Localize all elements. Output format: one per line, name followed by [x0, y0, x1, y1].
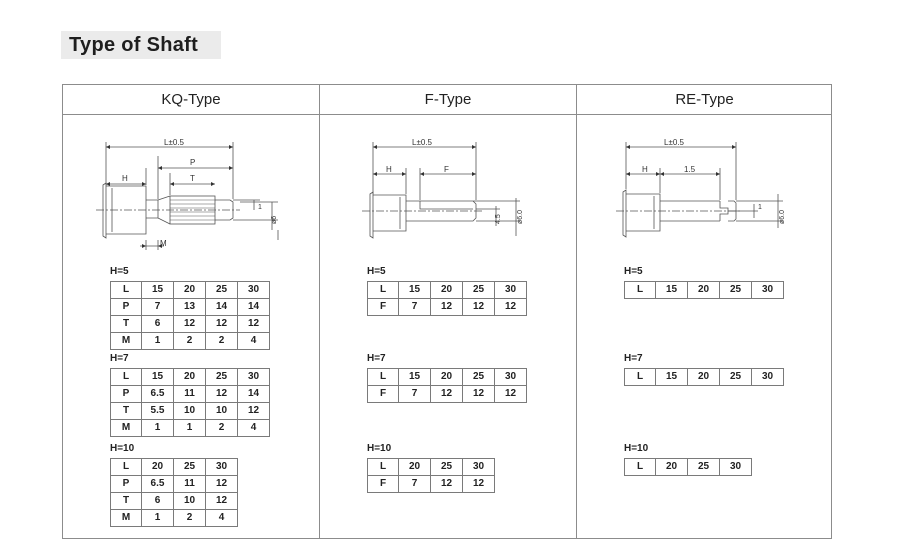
header-re-type: RE-Type [675, 91, 734, 108]
dimension-label: ø6.0 [779, 209, 786, 224]
row-header-cell: L [368, 369, 399, 386]
table-cell: 25 [206, 282, 238, 299]
row-header-cell: L [625, 282, 656, 299]
table-cell: 20 [174, 369, 206, 386]
table-cell: 30 [238, 369, 270, 386]
re-h10-label: H=10 [624, 443, 649, 454]
table-cell: 10 [206, 403, 238, 420]
table-cell: 5.5 [142, 403, 174, 420]
row-header-cell: T [111, 403, 142, 420]
f-h7-table [367, 368, 527, 403]
table-row [368, 386, 527, 403]
kq-h10-table [110, 458, 238, 527]
table-row [111, 282, 270, 299]
table-row [625, 369, 784, 386]
table-cell: 15 [142, 369, 174, 386]
table-cell: 30 [720, 459, 752, 476]
table-cell: 13 [174, 299, 206, 316]
re-h7-label: H=7 [624, 353, 643, 364]
table-cell: 6 [142, 316, 174, 333]
dimension-label: H [122, 174, 128, 183]
f-h5-table [367, 281, 527, 316]
table-row [111, 299, 270, 316]
table-cell: 12 [238, 316, 270, 333]
table-row [111, 510, 238, 527]
dimension-label: ø6 [271, 215, 278, 224]
table-cell: 1 [142, 510, 174, 527]
table-cell: 1 [142, 420, 174, 437]
kq-h5-label: H=5 [110, 266, 129, 277]
table-cell: 30 [752, 282, 784, 299]
table-cell: 25 [431, 459, 463, 476]
table-row [111, 386, 270, 403]
table-cell: 25 [463, 369, 495, 386]
table-cell: 1 [174, 420, 206, 437]
table-cell: 20 [399, 459, 431, 476]
re-type-shaft-drawing [608, 128, 808, 260]
row-header-cell: L [625, 459, 656, 476]
table-cell: 12 [495, 386, 527, 403]
dimension-label: H [386, 165, 392, 174]
header-divider [63, 114, 831, 115]
column-divider [576, 85, 577, 538]
dimension-label: M [160, 239, 167, 248]
table-cell: 12 [431, 476, 463, 493]
section-title-box [61, 31, 221, 59]
dimension-label: F [444, 165, 449, 174]
kq-h10-label: H=10 [110, 443, 135, 454]
table-row [111, 420, 270, 437]
row-header-cell: M [111, 420, 142, 437]
table-cell: 6.5 [142, 386, 174, 403]
row-header-cell: F [368, 299, 399, 316]
re-h10-table [624, 458, 752, 476]
re-h5-table [624, 281, 784, 299]
table-cell: 12 [431, 386, 463, 403]
dimension-label: 1.5 [684, 165, 696, 174]
table-cell: 25 [688, 459, 720, 476]
table-cell: 12 [174, 316, 206, 333]
table-cell: 14 [206, 299, 238, 316]
header-f-type: F-Type [424, 91, 472, 108]
table-row [625, 282, 784, 299]
table-cell: 2 [174, 510, 206, 527]
kq-type-shaft-drawing [90, 128, 310, 260]
kq-h7-table [110, 368, 270, 437]
table-cell: 2 [206, 333, 238, 350]
row-header-cell: L [111, 282, 142, 299]
dimension-label: T [190, 174, 195, 183]
re-h5-label: H=5 [624, 266, 643, 277]
row-header-cell: M [111, 333, 142, 350]
dimension-label: L±0.5 [164, 138, 184, 147]
table-row [111, 476, 238, 493]
table-cell: 20 [431, 282, 463, 299]
table-cell: 12 [206, 476, 238, 493]
row-header-cell: P [111, 476, 142, 493]
dimension-label: L±0.5 [664, 138, 684, 147]
f-h10-label: H=10 [367, 443, 392, 454]
table-row [368, 459, 495, 476]
table-row [111, 459, 238, 476]
table-cell: 11 [174, 386, 206, 403]
table-cell: 12 [463, 299, 495, 316]
table-cell: 20 [688, 282, 720, 299]
row-header-cell: F [368, 476, 399, 493]
table-cell: 15 [142, 282, 174, 299]
row-header-cell: L [368, 282, 399, 299]
table-row [111, 316, 270, 333]
table-cell: 2 [174, 333, 206, 350]
f-h7-label: H=7 [367, 353, 386, 364]
table-cell: 7 [399, 299, 431, 316]
table-cell: 20 [431, 369, 463, 386]
table-cell: 15 [399, 282, 431, 299]
table-cell: 12 [431, 299, 463, 316]
table-row [111, 403, 270, 420]
table-cell: 25 [174, 459, 206, 476]
table-cell: 6 [142, 493, 174, 510]
table-cell: 1 [142, 333, 174, 350]
table-cell: 11 [174, 476, 206, 493]
table-row [368, 299, 527, 316]
row-header-cell: M [111, 510, 142, 527]
table-cell: 20 [142, 459, 174, 476]
table-cell: 30 [752, 369, 784, 386]
dimension-label: L±0.5 [412, 138, 432, 147]
table-cell: 25 [720, 282, 752, 299]
row-header-cell: P [111, 299, 142, 316]
table-cell: 20 [688, 369, 720, 386]
row-header-cell: T [111, 493, 142, 510]
table-cell: 6.5 [142, 476, 174, 493]
dimension-label: 1 [758, 204, 762, 211]
table-cell: 25 [720, 369, 752, 386]
table-cell: 30 [206, 459, 238, 476]
table-cell: 10 [174, 493, 206, 510]
row-header-cell: F [368, 386, 399, 403]
table-cell: 10 [174, 403, 206, 420]
table-row [625, 459, 752, 476]
row-header-cell: P [111, 386, 142, 403]
row-header-cell: L [368, 459, 399, 476]
table-row [368, 369, 527, 386]
kq-h5-table [110, 281, 270, 350]
table-cell: 2 [206, 420, 238, 437]
kq-h7-label: H=7 [110, 353, 129, 364]
table-cell: 15 [399, 369, 431, 386]
re-h7-table [624, 368, 784, 386]
table-cell: 7 [399, 386, 431, 403]
table-cell: 12 [206, 316, 238, 333]
dimension-label: 1 [258, 204, 262, 211]
row-header-cell: L [111, 369, 142, 386]
section-title: Type of Shaft [69, 34, 199, 56]
row-header-cell: L [111, 459, 142, 476]
dimension-label: H [642, 165, 648, 174]
f-h5-label: H=5 [367, 266, 386, 277]
table-cell: 7 [399, 476, 431, 493]
table-cell: 7 [142, 299, 174, 316]
table-row [368, 282, 527, 299]
table-cell: 4 [238, 333, 270, 350]
table-cell: 12 [206, 493, 238, 510]
table-cell: 30 [238, 282, 270, 299]
table-row [111, 369, 270, 386]
table-cell: 30 [463, 459, 495, 476]
table-cell: 4 [238, 420, 270, 437]
table-row [111, 333, 270, 350]
column-divider [319, 85, 320, 538]
table-cell: 15 [656, 282, 688, 299]
dimension-label: P [190, 158, 196, 167]
dimension-label: ø6.0 [517, 209, 524, 224]
f-type-shaft-drawing [350, 128, 550, 260]
table-cell: 15 [656, 369, 688, 386]
f-h10-table [367, 458, 495, 493]
table-cell: 12 [206, 386, 238, 403]
header-kq-type: KQ-Type [161, 91, 221, 108]
table-cell: 12 [495, 299, 527, 316]
row-header-cell: T [111, 316, 142, 333]
dimension-label: 4.5 [495, 214, 502, 224]
table-cell: 12 [238, 403, 270, 420]
table-cell: 30 [495, 369, 527, 386]
table-cell: 20 [174, 282, 206, 299]
table-cell: 12 [463, 386, 495, 403]
table-cell: 14 [238, 386, 270, 403]
table-cell: 30 [495, 282, 527, 299]
row-header-cell: L [625, 369, 656, 386]
table-cell: 25 [463, 282, 495, 299]
table-cell: 12 [463, 476, 495, 493]
table-row [368, 476, 495, 493]
table-row [111, 493, 238, 510]
table-cell: 25 [206, 369, 238, 386]
table-cell: 20 [656, 459, 688, 476]
table-cell: 14 [238, 299, 270, 316]
table-cell: 4 [206, 510, 238, 527]
